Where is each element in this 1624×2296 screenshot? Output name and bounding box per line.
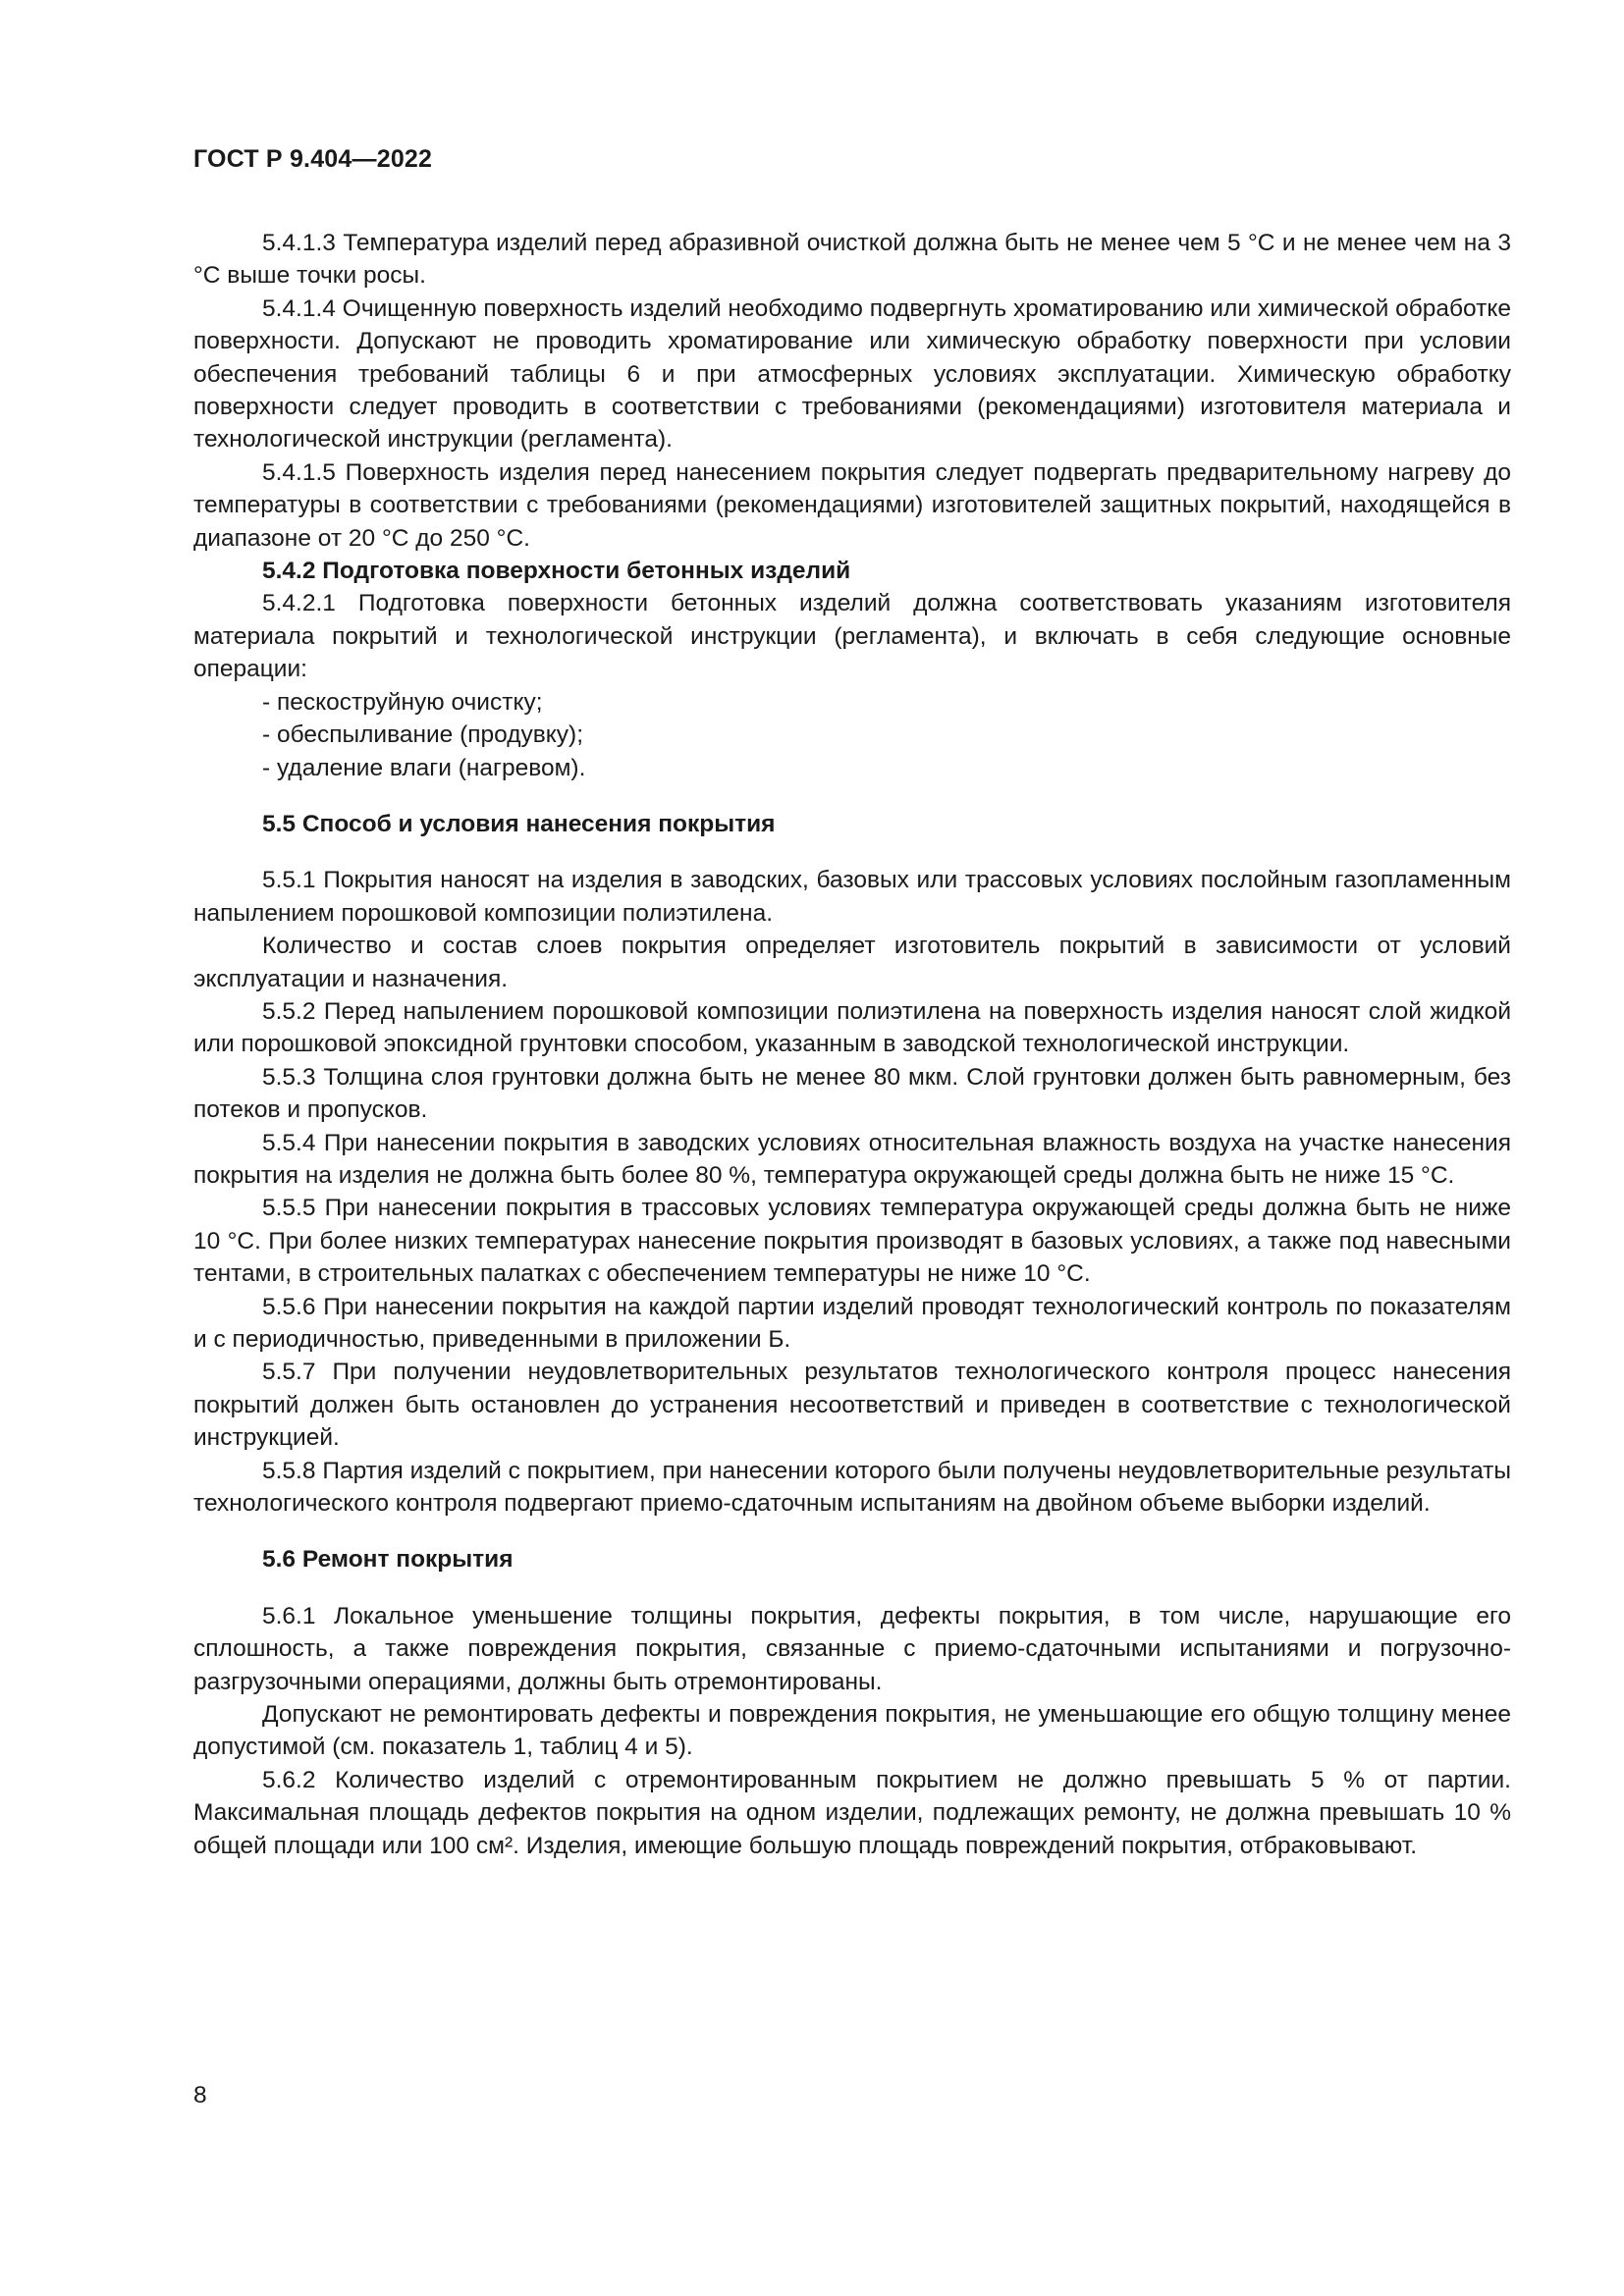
paragraph-5-5-5: 5.5.5 При нанесении покрытия в трассовых условиях температура окружающей среды должна быть не ниже 10 °С. При более низких температурах нанесение покрытия производят в базовых условиях, а также под навесными тентами, в строительных палатках с обеспечением температуры не ниже 10 °С. <box>193 1195 1511 1288</box>
paragraph-5-5-7: 5.5.7 При получении неудовлетворительных результатов технологического контроля процесс нанесения покрытий должен быть остановлен до устранения несоответствий и приведен в соответствие с технологической инструкцией. <box>193 1359 1511 1452</box>
paragraph-5-5-6: 5.5.6 При нанесении покрытия на каждой партии изделий проводят технологический контроль по показателям и с периодичностью, приведенными в приложении Б. <box>193 1293 1511 1353</box>
paragraph-5-5-1-continued: Количество и состав слоев покрытия определяет изготовитель покрытий в зависимости от условий эксплуатации и назначения. <box>193 933 1511 992</box>
paragraph-5-4-1-4: 5.4.1.4 Очищенную поверхность изделий необходимо подвергнуть хроматированию или химической обработке поверхности. Допускают не проводить хроматирование или химическую обработку поверхности при условии обеспечения требований таблицы 6 и при атмосферных условиях эксплуатации. Химическую обработку поверхности следует проводить в соответствии с требованиями (рекомендациями) изготовителя материала и технологической инструкции (регламента). <box>193 294 1511 454</box>
document-header-code: ГОСТ Р 9.404—2022 <box>193 145 433 173</box>
paragraph-5-6-2: 5.6.2 Количество изделий с отремонтированным покрытием не должно превышать 5 % от партии. Максимальная площадь дефектов покрытия на одном изделии, подлежащих ремонту, не должна превышать 10 % общей площади или 100 см². Изделия, имеющие большую площадь повреждений покрытия, отбраковывают. <box>193 1766 1511 1859</box>
paragraph-5-5-2: 5.5.2 Перед напылением порошковой композиции полиэтилена на поверхность изделия наносят слой жидкой или порошковой эпоксидной грунтовки способом, указанным в заводской технологической инструкции. <box>193 997 1511 1058</box>
paragraph-5-5-1: 5.5.1 Покрытия наносят на изделия в заводских, базовых или трассовых условиях послойным газопламенным напылением порошковой композиции полиэтилена. <box>193 867 1511 927</box>
subsection-heading-5-4-2: 5.4.2 Подготовка поверхности бетонных изделий <box>262 558 851 585</box>
paragraph-5-4-1-3: 5.4.1.3 Температура изделий перед абразивной очисткой должна быть не менее чем 5 °С и не менее чем на 3 °С выше точки росы. <box>193 230 1511 290</box>
paragraph-5-5-4: 5.5.4 При нанесении покрытия в заводских условиях относительная влажность воздуха на участке нанесения покрытия на изделия не должна быть более 80 %, температура окружающей среды должна быть не ниже 15 °С. <box>193 1129 1511 1189</box>
page-number: 8 <box>193 2082 207 2109</box>
list-item: - пескоструйную очистку; <box>262 688 543 716</box>
section-heading-5-6: 5.6 Ремонт покрытия <box>262 1546 514 1574</box>
paragraph-5-4-2-1: 5.4.2.1 Подготовка поверхности бетонных изделий должна соответствовать указаниям изготовителя материала покрытий и технологической инструкции (регламента), и включать в себя следующие основные операции: <box>193 590 1511 683</box>
list-item: - обеспыливание (продувку); <box>262 721 584 749</box>
section-heading-5-5: 5.5 Способ и условия нанесения покрытия <box>262 810 776 837</box>
paragraph-5-6-1-continued: Допускают не ремонтировать дефекты и повреждения покрытия, не уменьшающие его общую толщину менее допустимой (см. показатель 1, таблиц 4 и 5). <box>193 1701 1511 1761</box>
paragraph-5-6-1: 5.6.1 Локальное уменьшение толщины покрытия, дефекты покрытия, в том числе, нарушающие его сплошность, а также повреждения покрытия, связанные с приемо-сдаточными испытаниями и погрузочно-разгрузочными операциями, должны быть отремонтированы. <box>193 1602 1511 1695</box>
paragraph-5-5-8: 5.5.8 Партия изделий с покрытием, при нанесении которого были получены неудовлетворительные результаты технологического контроля подвергают приемо-сдаточным испытаниям на двойном объеме выборки изделий. <box>193 1457 1511 1518</box>
document-body <box>193 227 1511 1862</box>
paragraph-5-4-1-5: 5.4.1.5 Поверхность изделия перед нанесением покрытия следует подвергать предварительному нагреву до температуры в соответствии с требованиями (рекомендациями) изготовителей защитных покрытий, находящейся в диапазоне от 20 °С до 250 °С. <box>193 458 1511 552</box>
list-item: - удаление влаги (нагревом). <box>262 754 586 781</box>
paragraph-5-5-3: 5.5.3 Толщина слоя грунтовки должна быть не менее 80 мкм. Слой грунтовки должен быть равномерным, без потеков и пропусков. <box>193 1063 1511 1124</box>
